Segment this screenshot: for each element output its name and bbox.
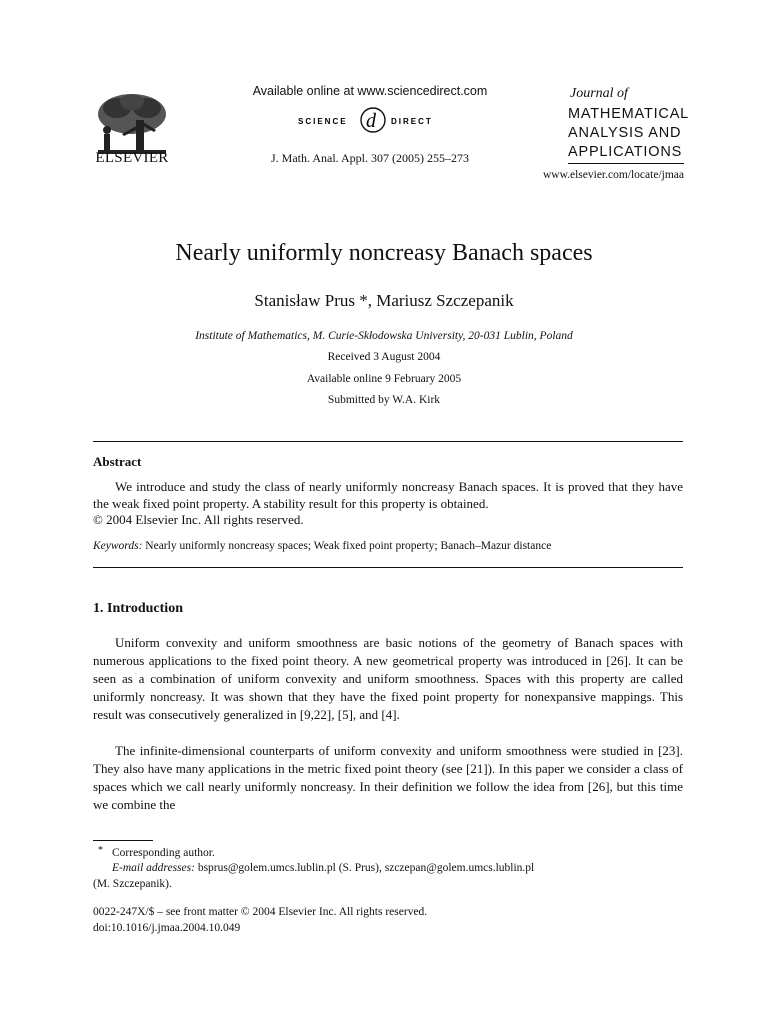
intro-paragraph-1: Uniform convexity and uniform smoothness are basic notions of the geometry of Banach spaces with numerous applications to the fixed point theory. A new geometrical property was introduced in [26]. It can be seen as a combination of uniform convexity and uniform smoothness. Spaces with this property are called uniformly noncreasy. It was shown that they have the fixed point property for nonexpansive mappings. This result was consecutively generalized in [9,22], [5], and [4]. <box>93 635 683 722</box>
journal-rule <box>568 163 684 164</box>
abstract-copyright: © 2004 Elsevier Inc. All rights reserved. <box>93 512 304 527</box>
sd-right-text: DIRECT <box>391 117 433 126</box>
keywords-label: Keywords: <box>93 540 143 552</box>
abstract-bottom-rule <box>93 567 683 568</box>
email-addresses[interactable]: bsprus@golem.umcs.lublin.pl (S. Prus), szczepan@golem.umcs.lublin.pl <box>197 862 535 874</box>
intro-paragraph-2: The infinite-dimensional counterparts of uniform convexity and uniform smoothness were studied in [23]. They also have many applications in the metric fixed point theory (see [21]). In this paper we consider a class of spaces which we call nearly uniformly noncreasy. In their definition we follow the idea from [26], but this time we combine the <box>93 743 683 812</box>
abstract-top-rule <box>93 441 683 442</box>
abstract-text: We introduce and study the class of nearly uniformly noncreasy Banach spaces. It is proved that they have the weak fixed point property. A stability result for this property is obtained. <box>93 479 683 511</box>
submitted-by: Submitted by W.A. Kirk <box>327 394 441 406</box>
journal-title-line-3: APPLICATIONS <box>568 144 683 160</box>
journal-of-text: Journal of <box>570 86 628 101</box>
keywords-list: Nearly uniformly noncreasy spaces; Weak fixed point property; Banach–Mazur distance <box>145 540 552 552</box>
front-matter-line: 0022-247X/$ – see front matter © 2004 Elsevier Inc. All rights reserved. <box>93 906 428 918</box>
footnote-mark: * <box>98 845 103 856</box>
journal-url[interactable]: www.elsevier.com/locate/jmaa <box>542 169 684 181</box>
section-heading: 1. Introduction <box>93 601 183 616</box>
article-authors: Stanisław Prus *, Mariusz Szczepanik <box>254 291 514 310</box>
article-title: Nearly uniformly noncreasy Banach spaces <box>175 240 593 266</box>
author-affiliation: Institute of Mathematics, M. Curie-Skłodowska University, 20-031 Lublin, Poland <box>195 330 573 342</box>
journal-title-line-1: MATHEMATICAL <box>568 106 690 122</box>
sd-mark-text: d <box>366 110 376 132</box>
available-online-line: Available online at www.sciencedirect.com <box>252 84 488 98</box>
corresponding-author-text: Corresponding author. <box>112 847 215 859</box>
footnote-rule <box>93 840 153 841</box>
journal-citation: J. Math. Anal. Appl. 307 (2005) 255–273 <box>271 151 469 165</box>
sciencedirect-logo <box>296 104 446 136</box>
journal-title-line-2: ANALYSIS AND <box>568 125 682 141</box>
keywords <box>93 540 683 552</box>
footnote-corresponding <box>98 845 215 861</box>
footnote-emails <box>112 860 534 876</box>
footnote-emails-cont: (M. Szczepanik). <box>93 878 172 890</box>
available-date: Available online 9 February 2005 <box>306 373 462 385</box>
sd-left-text: SCIENCE <box>298 117 348 126</box>
email-label: E-mail addresses: <box>112 862 195 874</box>
doi-line[interactable]: doi:10.1016/j.jmaa.2004.10.049 <box>93 922 241 934</box>
publisher-name: ELSEVIER <box>95 150 169 166</box>
abstract-heading: Abstract <box>93 454 142 469</box>
received-date: Received 3 August 2004 <box>327 351 441 363</box>
